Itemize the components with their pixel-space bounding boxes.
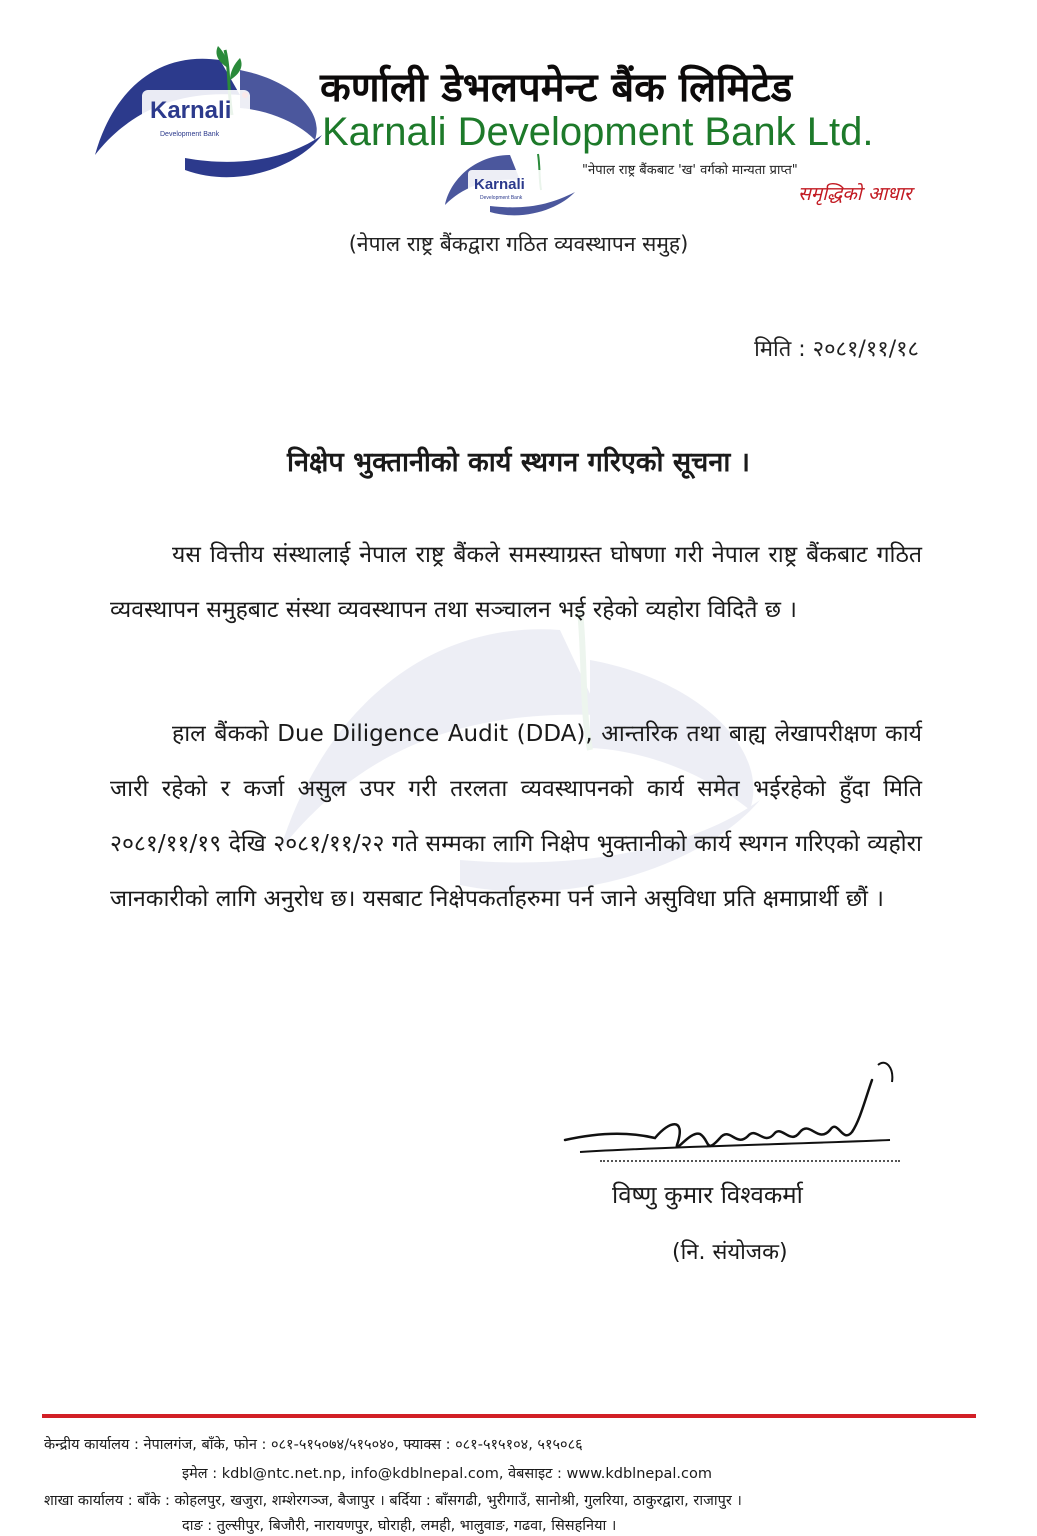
signature-line: [600, 1160, 900, 1162]
bank-logo: [90, 40, 330, 190]
footer-divider: [42, 1414, 976, 1418]
footer-branches-2: दाङ : तुल्सीपुर, बिजौरी, नारायणपुर, घोराही, लमही, भालुवाङ, गढवा, सिसहनिया ।: [182, 1518, 617, 1534]
bank-name-nepali: कर्णाली डेभलपमेन्ट बैंक लिमिटेड: [320, 65, 793, 111]
subheading: (नेपाल राष्ट्र बैंकद्वारा गठित व्यवस्थापन समुह): [348, 232, 689, 256]
footer-branches-1: शाखा कार्यालय : बाँके : कोहलपुर, खजुरा, शम्शेरगञ्ज, बैजापुर । बर्दिया : बाँसगढी, भुरीगाउँ, सानोश्री, गुलरिया, ठाकुरद्वारा, राजापुर ।: [44, 1493, 742, 1509]
footer-contact: इमेल : kdbl@ntc.net.np, info@kdblnepal.com, वेबसाइट : www.kdblnepal.com: [182, 1466, 713, 1482]
notice-paragraph-1: यस वित्तीय संस्थालाई नेपाल राष्ट्र बैंकले समस्याग्रस्त घोषणा गरी नेपाल राष्ट्र बैंकबाट गठित व्यवस्थापन समुहबाट संस्था व्यवस्थापन तथा सञ्चालन भई रहेको व्यहोरा विदितै छ ।: [110, 542, 922, 623]
signature-mark: [560, 1060, 920, 1170]
logo-wordmark: Karnali: [150, 97, 232, 124]
bank-name-english: Karnali Development Bank Ltd.: [322, 110, 874, 154]
footer-central-office: केन्द्रीय कार्यालय : नेपालगंज, बाँके, फोन : ०८१-५१५०७४/५१५०४०, फ्याक्स : ०८१-५१५१०४, ५१५०८६: [44, 1437, 583, 1453]
bank-logo-small: [440, 150, 580, 220]
logo-small-wordmark: Karnali: [474, 176, 525, 193]
logo-small-subtext: Development Bank: [480, 195, 523, 201]
logo-subtext: Development Bank: [160, 131, 220, 138]
recognition-text: "नेपाल राष्ट्र बैंकबाट 'ख' वर्गको मान्यता प्राप्त": [582, 163, 798, 178]
notice-date: मिति : २०८१/११/१८: [754, 337, 919, 362]
signer-title: (नि. संयोजक): [672, 1240, 788, 1265]
tagline: समृद्धिको आधार: [798, 183, 912, 205]
signer-name: विष्णु कुमार विश्वकर्मा: [612, 1181, 803, 1209]
notice-title: निक्षेप भुक्तानीको कार्य स्थगन गरिएको सूचना ।: [287, 447, 750, 478]
notice-paragraph-2: हाल बैंकको Due Diligence Audit (DDA), आन्तरिक तथा बाह्य लेखापरीक्षण कार्य जारी रहेको र कर्जा असुल उपर गरी तरलता व्यवस्थापनको कार्य समेत भईरहेको हुँदा मिति २०८१/११/१९ देखि २०८१/११/२२ गते सम्मका लागि निक्षेप भुक्तानीको कार्य स्थगन गरिएको व्यहोरा जानकारीको लागि अनुरोध छ। यसबाट निक्षेपकर्ताहरुमा पर्न जाने असुविधा प्रति क्षमाप्रार्थी छौं ।: [110, 721, 922, 912]
